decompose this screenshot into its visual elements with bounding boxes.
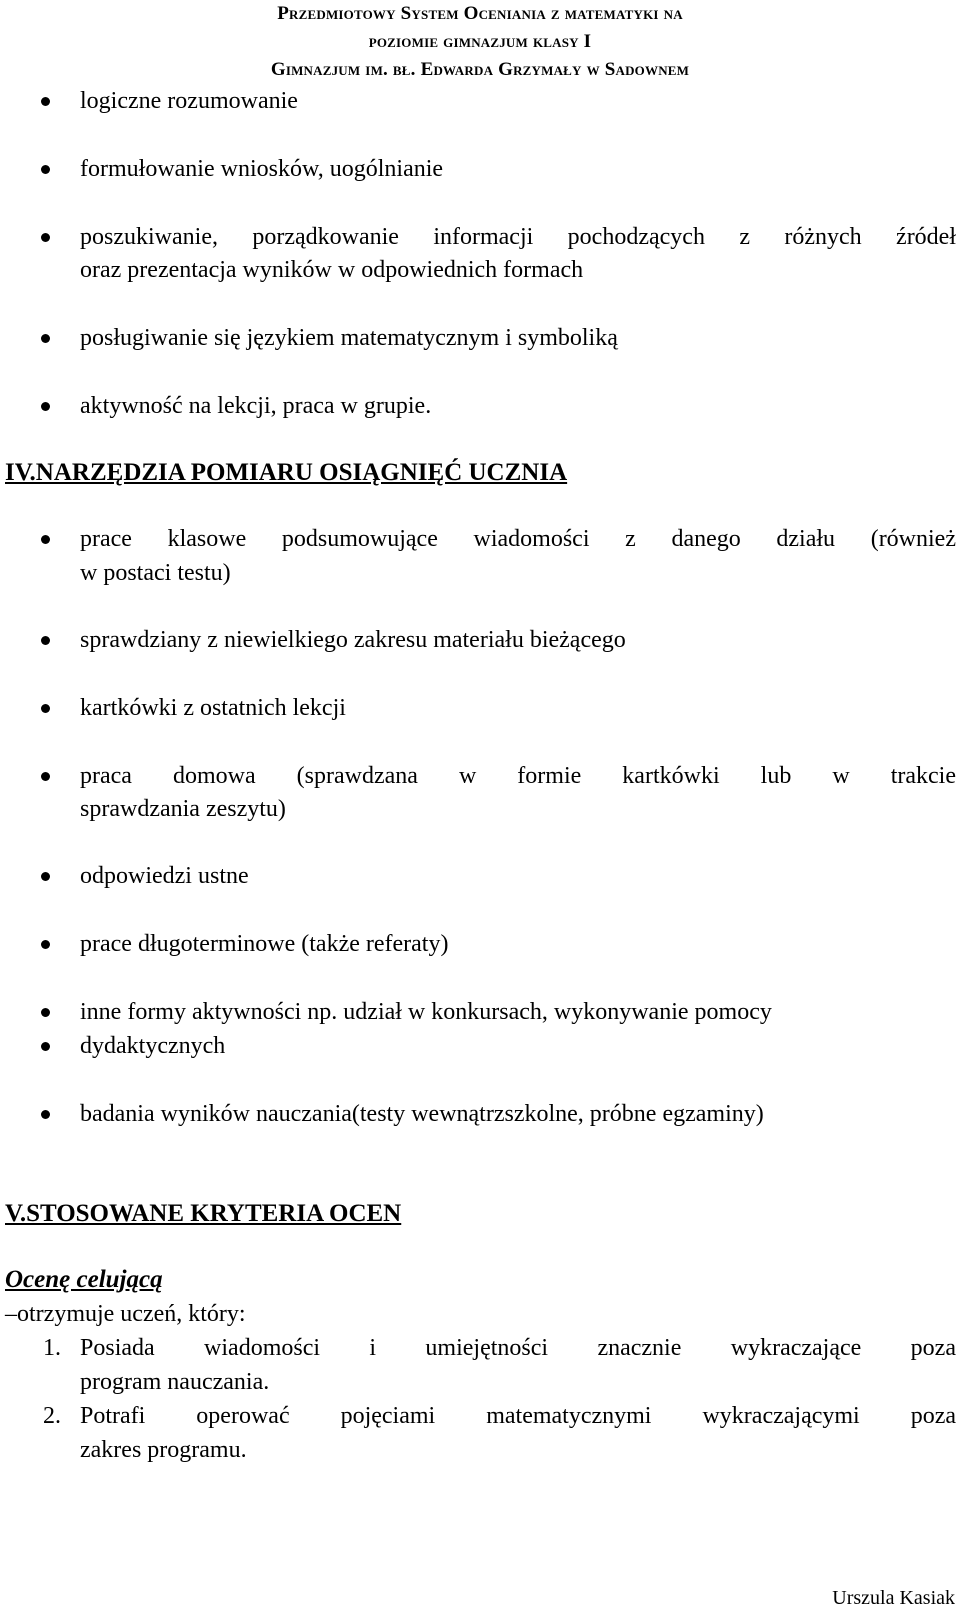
criteria-item: Potrafi operować pojęciami matematycznymi wykraczającymi poza (80, 1403, 956, 1429)
bullet-icon (41, 940, 50, 949)
grade-title: Ocenę celującą (5, 1266, 163, 1293)
criteria-item-continuation: zakres programu. (80, 1437, 247, 1463)
list-item-continuation: sprawdzania zeszytu) (80, 796, 286, 822)
bullet-icon (41, 872, 50, 881)
bullet-icon (41, 636, 50, 645)
list-item: poszukiwanie, porządkowanie informacji pochodzących z różnych źródeł (80, 224, 956, 250)
document-header (0, 0, 960, 84)
bullet-icon (41, 535, 50, 544)
list-item: aktywność na lekcji, praca w grupie. (80, 393, 432, 419)
list-item: posługiwanie się językiem matematycznym i symboliką (80, 325, 618, 351)
header-line-1: Przedmiotowy System Oceniania z matematyki na (277, 3, 683, 24)
list-item: logiczne rozumowanie (80, 88, 298, 114)
list-item: praca domowa (sprawdzana w formie kartkówki lub w trakcie (80, 763, 956, 789)
item-number: 2. (43, 1403, 61, 1429)
list-item: prace klasowe podsumowujące wiadomości z danego działu (również (80, 526, 956, 552)
bullet-icon (41, 233, 50, 242)
list-item: kartkówki z ostatnich lekcji (80, 695, 346, 721)
list-item: badania wyników nauczania(testy wewnątrzszkolne, próbne egzaminy) (80, 1101, 764, 1127)
list-item: inne formy aktywności np. udział w konkursach, wykonywanie pomocy (80, 999, 772, 1025)
bullet-icon (41, 165, 50, 174)
list-item: prace długoterminowe (także referaty) (80, 931, 449, 957)
header-line-2: poziomie gimnazjum klasy I (368, 31, 592, 52)
bullet-icon (41, 1110, 50, 1119)
footer-author: Urszula Kasiak (832, 1587, 955, 1609)
section-heading-iv: IV.NARZĘDZIA POMIARU OSIĄGNIĘĆ UCZNIA (5, 459, 568, 486)
item-number: 1. (43, 1335, 61, 1361)
criteria-item-continuation: program nauczania. (80, 1369, 270, 1395)
list-item: sprawdziany z niewielkiego zakresu materiału bieżącego (80, 627, 626, 653)
section-heading-v: V.STOSOWANE KRYTERIA OCEN (5, 1200, 402, 1227)
grade-intro: –otrzymuje uczeń, który: (5, 1301, 246, 1327)
list-item: odpowiedzi ustne (80, 863, 249, 889)
bullet-icon (41, 704, 50, 713)
header-line-3: Gimnazjum im. bł. Edwarda Grzymały w Sadownem (270, 59, 690, 80)
list-item: dydaktycznych (80, 1033, 226, 1059)
bullet-icon (41, 772, 50, 781)
list-item-continuation: oraz prezentacja wyników w odpowiednich formach (80, 257, 584, 283)
criteria-item: Posiada wiadomości i umiejętności znacznie wykraczające poza (80, 1335, 956, 1361)
bullet-icon (41, 402, 50, 411)
bullet-icon (41, 334, 50, 343)
bullet-icon (41, 1042, 50, 1051)
bullet-icon (41, 97, 50, 106)
list-item-continuation: w postaci testu) (80, 560, 231, 586)
list-item: formułowanie wniosków, uogólnianie (80, 156, 444, 182)
bullet-icon (41, 1008, 50, 1017)
